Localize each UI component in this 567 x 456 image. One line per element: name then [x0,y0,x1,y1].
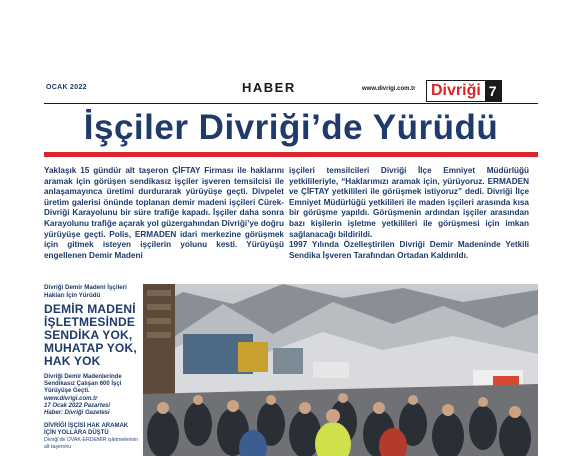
article-column-2 [289,166,529,261]
sidebar-kicker: Divriği Demir Madeni İşçileri Hakları İçin Yürüdü [44,284,127,299]
article-column-1 [44,166,284,261]
newspaper-brand [426,80,502,102]
march-photo [143,284,538,456]
sidebar-dateline: 17 Ocak 2022 Pazartesi [44,402,111,409]
article-paragraph: Yaklaşık 15 gündür alt taşeron ÇİFTAY Firması ile haklarını aramak için görüşen sendikasız işçiler işveren temsilcisi ile anlaşamayınca üretimi durdurarak yürüyüşe geçti. Divpelet üretim galerisi önünde toplanan demir madeni işçileri Cürek-Divriği Karayolunu bir süre trafiğe kapadı. İşçiler daha sonra Karayolunu trafiğe açarak yol güzergahından Divriği’ye doğru yürüyüşe geçti. Polis, ERMADEN idari merkezine görüşmek için gitmek isteyen işçilerin yolunu kesti. Yürüyüşü engellenen Demir Madeni [44,166,284,260]
sidebar-source: Haber: Divriği Gazetesi [44,410,110,417]
sidebar-headline: DEMİR MADENİ İŞLETMESİNDE SENDİKA YOK, MUHATAP YOK, HAK YOK [44,302,137,368]
blank-margin [0,0,567,76]
sidebar-url[interactable]: www.divrigi.com.tr [44,395,98,402]
article-paragraph: 1997 Yılında Özelleştirilen Divriği Demir Madeninde Yetkili Sendika İşveren Tarafından Ortadan Kaldırıldı. [289,240,529,260]
headline-underline [44,152,538,157]
sidebar-box [44,284,140,450]
sidebar-small-text: Divriği’de OVAK-ERDEMİR işletmelerinin alt taşeronu [44,437,139,450]
page-header [46,80,538,102]
header-divider [44,103,538,104]
brand-name: Divriği [431,82,481,99]
main-headline: İşçiler Divriği’de Yürüdü [83,108,499,147]
issue-date: OCAK 2022 [46,84,87,91]
page-number: 7 [485,81,501,101]
section-title: HABER [242,80,296,95]
article-paragraph: işçileri temsilcileri Divriği İlçe Emniyet Müdürlüğü yetkilileriyle, “Haklarımızı aramak için, yürüyoruz. ERMADEN ve ÇİFTAY yetkilileri ile görüşmek istiyoruz” dedi. Divriği İlçe Emniyet Müdürlüğü yetkilileri ile maden işçileri arasında kısa bir görüşme yapıldı. Görüşmenin ardından işçiler arasından bazı kişilerin işletme yetkilileri ile görüşmesi için imkan sağlanacağı bildirildi. [289,166,529,239]
website-url[interactable]: www.divrigi.com.tr [362,86,416,92]
march-photo-illustration [143,284,538,456]
sidebar-second-kicker: DİVRİĞİ İŞÇİSİ HAK ARAMAK İÇİN YOLLARA DÜŞTÜ [44,423,129,437]
sidebar-text: Divriği Demir Madenlerinde Sendikasız Çalışan 600 İşçi Yürüyüşe Geçti. [44,374,122,395]
